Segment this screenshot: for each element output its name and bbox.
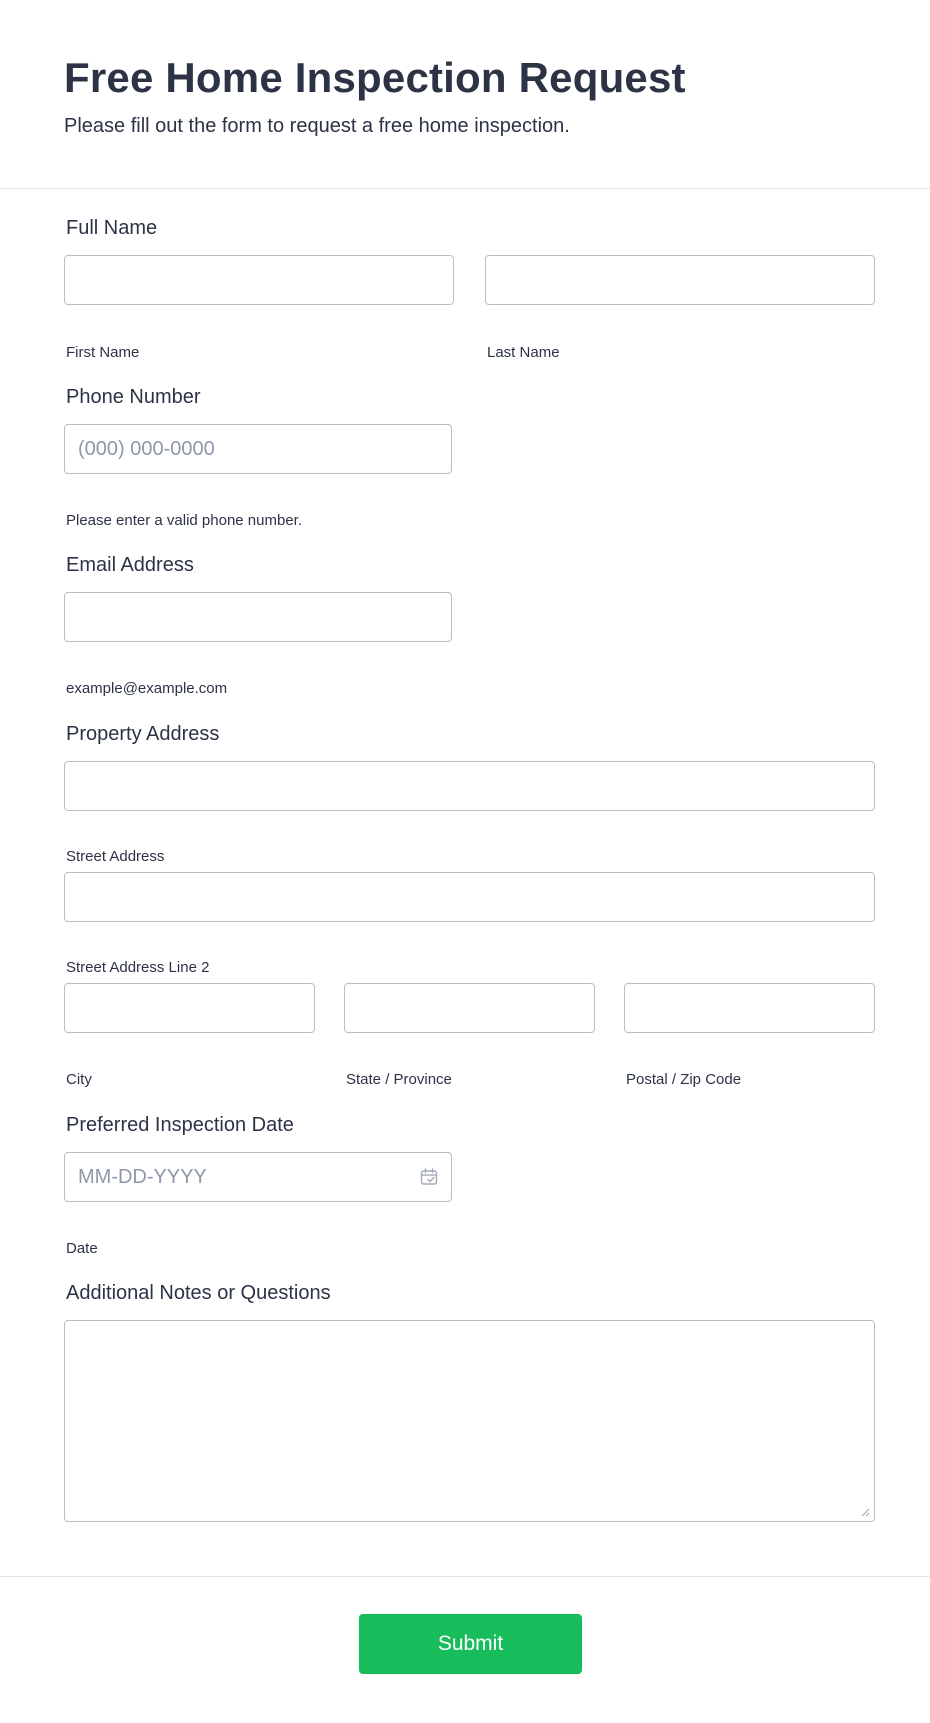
street-address-line2-input[interactable] [65, 873, 874, 921]
calendar-icon[interactable] [419, 1167, 439, 1187]
state-sublabel: State / Province [346, 1071, 452, 1088]
email-sublabel: example@example.com [66, 680, 228, 697]
zip-input[interactable] [625, 984, 874, 1032]
last-name-field[interactable] [485, 255, 875, 305]
last-name-sublabel: Last Name [487, 344, 560, 361]
submit-button[interactable]: Submit [359, 1614, 582, 1674]
resize-grip-icon[interactable] [860, 1507, 870, 1517]
zip-sublabel: Postal / Zip Code [626, 1071, 742, 1088]
form-subtitle: Please fill out the form to request a free home inspection. [64, 115, 570, 137]
street-address-line2-sublabel: Street Address Line 2 [66, 959, 210, 976]
notes-field[interactable] [64, 1320, 875, 1522]
form-title: Free Home Inspection Request [64, 54, 686, 101]
date-label: Preferred Inspection Date [66, 1114, 294, 1136]
street-address-line2-field[interactable] [64, 872, 875, 922]
state-field[interactable] [344, 983, 595, 1033]
date-field[interactable] [64, 1152, 452, 1202]
city-sublabel: City [66, 1071, 92, 1088]
last-name-input[interactable] [486, 256, 874, 304]
phone-sublabel: Please enter a valid phone number. [66, 512, 302, 529]
phone-input[interactable] [65, 425, 451, 473]
full-name-label: Full Name [66, 217, 158, 239]
phone-field[interactable] [64, 424, 452, 474]
email-input[interactable] [65, 593, 451, 641]
phone-label: Phone Number [66, 386, 201, 408]
street-address-sublabel: Street Address [66, 848, 165, 865]
form-footer [0, 1576, 930, 1723]
notes-textarea[interactable] [65, 1321, 874, 1521]
first-name-input[interactable] [65, 256, 453, 304]
city-input[interactable] [65, 984, 314, 1032]
date-sublabel: Date [66, 1240, 98, 1257]
email-label: Email Address [66, 554, 194, 576]
street-address-field[interactable] [64, 761, 875, 811]
state-input[interactable] [345, 984, 594, 1032]
notes-label: Additional Notes or Questions [66, 1282, 331, 1304]
property-address-label: Property Address [66, 723, 220, 745]
zip-field[interactable] [624, 983, 875, 1033]
city-field[interactable] [64, 983, 315, 1033]
email-field[interactable] [64, 592, 452, 642]
street-address-input[interactable] [65, 762, 874, 810]
form-body [0, 189, 930, 1577]
first-name-field[interactable] [64, 255, 454, 305]
date-input[interactable] [65, 1153, 451, 1201]
first-name-sublabel: First Name [66, 344, 140, 361]
form-header [0, 0, 930, 189]
